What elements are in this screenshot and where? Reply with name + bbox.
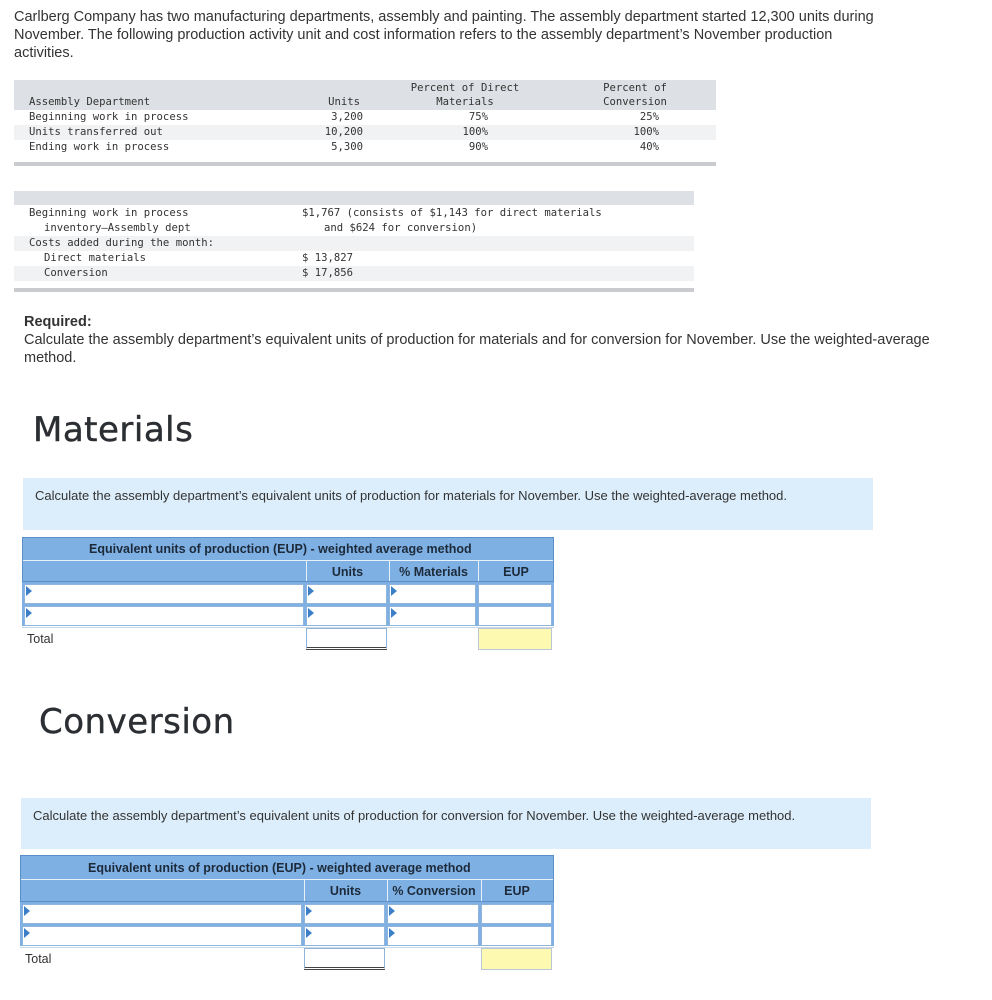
row-units: 10,200	[324, 126, 363, 138]
conv-label: Conversion	[44, 267, 108, 279]
cost-table-header-band	[14, 191, 694, 205]
conversion-total-label: Total	[25, 952, 52, 966]
col-conv-line1: Percent of	[603, 82, 667, 94]
conversion-row2-eup-input[interactable]	[481, 926, 552, 946]
materials-col-eup: EUP	[503, 565, 529, 579]
materials-col-pct: % Materials	[399, 565, 468, 579]
dropdown-flag-icon	[24, 928, 30, 938]
conversion-total-units-input[interactable]	[304, 948, 385, 970]
conversion-title: Conversion	[39, 702, 235, 742]
dropdown-flag-icon	[391, 608, 397, 618]
row-dm: 100%	[462, 126, 488, 138]
dropdown-flag-icon	[389, 928, 395, 938]
row-label: Beginning work in process	[29, 111, 189, 123]
materials-total-units-input[interactable]	[306, 628, 387, 650]
required-text: Calculate the assembly department’s equivalent units of production for materials and for conversion for November. Use the weighted-average method.	[24, 332, 930, 366]
materials-row1-units-input[interactable]	[306, 584, 387, 604]
conversion-table-header	[20, 855, 554, 902]
conv-value: $ 17,856	[302, 267, 354, 279]
dropdown-flag-icon	[26, 586, 32, 596]
conversion-instruction: Calculate the assembly department’s equivalent units of production for conversion for November. Use the weighted-average method.	[21, 798, 871, 849]
problem-intro: Carlberg Company has two manufacturing departments, assembly and painting. The assembly department started 12,300 units during November. The following production activity unit and cost information refers to the assembly department’s November production activities.	[14, 9, 874, 61]
col-dm-line1: Percent of Direct	[410, 82, 520, 94]
dm-label: Direct materials	[44, 252, 147, 264]
conversion-total-eup-input[interactable]	[481, 948, 552, 970]
dropdown-flag-icon	[306, 906, 312, 916]
materials-row2-eup-input[interactable]	[478, 606, 552, 626]
col-units: Units	[328, 96, 360, 108]
row-units: 5,300	[331, 141, 363, 153]
dropdown-flag-icon	[308, 608, 314, 618]
col-conv-line2: Conversion	[603, 96, 667, 108]
dropdown-flag-icon	[391, 586, 397, 596]
dropdown-flag-icon	[389, 906, 395, 916]
materials-total-label: Total	[27, 632, 54, 646]
conversion-row1-label-input[interactable]	[22, 904, 302, 924]
materials-row1-pct-input[interactable]	[389, 584, 476, 604]
conversion-row1-units-input[interactable]	[304, 904, 385, 924]
materials-row1-label-input[interactable]	[24, 584, 304, 604]
materials-total-row	[22, 627, 554, 651]
conversion-row2-label-input[interactable]	[22, 926, 302, 946]
dm-value: $ 13,827	[302, 252, 354, 264]
materials-table-header	[22, 537, 554, 582]
row-dm: 90%	[468, 141, 488, 153]
row-conv: 100%	[633, 126, 659, 138]
materials-title: Materials	[33, 410, 194, 450]
materials-instruction: Calculate the assembly department’s equivalent units of production for materials for November. Use the weighted-average method.	[23, 478, 873, 530]
header-rule	[23, 560, 553, 561]
materials-total-eup-input[interactable]	[478, 628, 552, 650]
dropdown-flag-icon	[24, 906, 30, 916]
materials-col-units: Units	[331, 565, 364, 579]
row-conv: 25%	[639, 111, 659, 123]
conversion-row1-eup-input[interactable]	[481, 904, 552, 924]
bwip-label-1: Beginning work in process	[29, 207, 189, 219]
conversion-col-pct: % Conversion	[392, 884, 476, 898]
materials-row2-pct-input[interactable]	[389, 606, 476, 626]
header-rule	[21, 879, 553, 880]
cost-table-stripe	[14, 266, 694, 281]
materials-row1-eup-input[interactable]	[478, 584, 552, 604]
dropdown-flag-icon	[306, 928, 312, 938]
bwip-label-2: inventory—Assembly dept	[44, 222, 191, 234]
materials-row2-units-input[interactable]	[306, 606, 387, 626]
dept-label: Assembly Department	[29, 96, 151, 108]
conversion-total-row	[20, 947, 554, 971]
dropdown-flag-icon	[26, 608, 32, 618]
row-conv: 40%	[639, 141, 659, 153]
row-label: Ending work in process	[29, 141, 170, 153]
conversion-row1-pct-input[interactable]	[387, 904, 479, 924]
bwip-value-2: and $624 for conversion)	[324, 222, 478, 234]
conversion-table-title: Equivalent units of production (EUP) - weighted average method	[88, 861, 471, 875]
row-units: 3,200	[331, 111, 363, 123]
cost-table-rule	[14, 288, 694, 292]
materials-table-title: Equivalent units of production (EUP) - weighted average method	[89, 542, 472, 556]
dropdown-flag-icon	[308, 586, 314, 596]
row-label: Units transferred out	[29, 126, 163, 138]
costs-added-label: Costs added during the month:	[29, 237, 214, 249]
bwip-value-1: $1,767 (consists of $1,143 for direct materials	[302, 207, 602, 219]
conversion-row2-pct-input[interactable]	[387, 926, 479, 946]
conversion-col-units: Units	[329, 884, 362, 898]
conversion-col-eup: EUP	[504, 884, 530, 898]
conversion-row2-units-input[interactable]	[304, 926, 385, 946]
required-title: Required:	[24, 314, 92, 330]
col-dm-line2: Materials	[436, 96, 494, 108]
materials-row2-label-input[interactable]	[24, 606, 304, 626]
units-table-rule	[14, 162, 716, 166]
row-dm: 75%	[468, 111, 488, 123]
